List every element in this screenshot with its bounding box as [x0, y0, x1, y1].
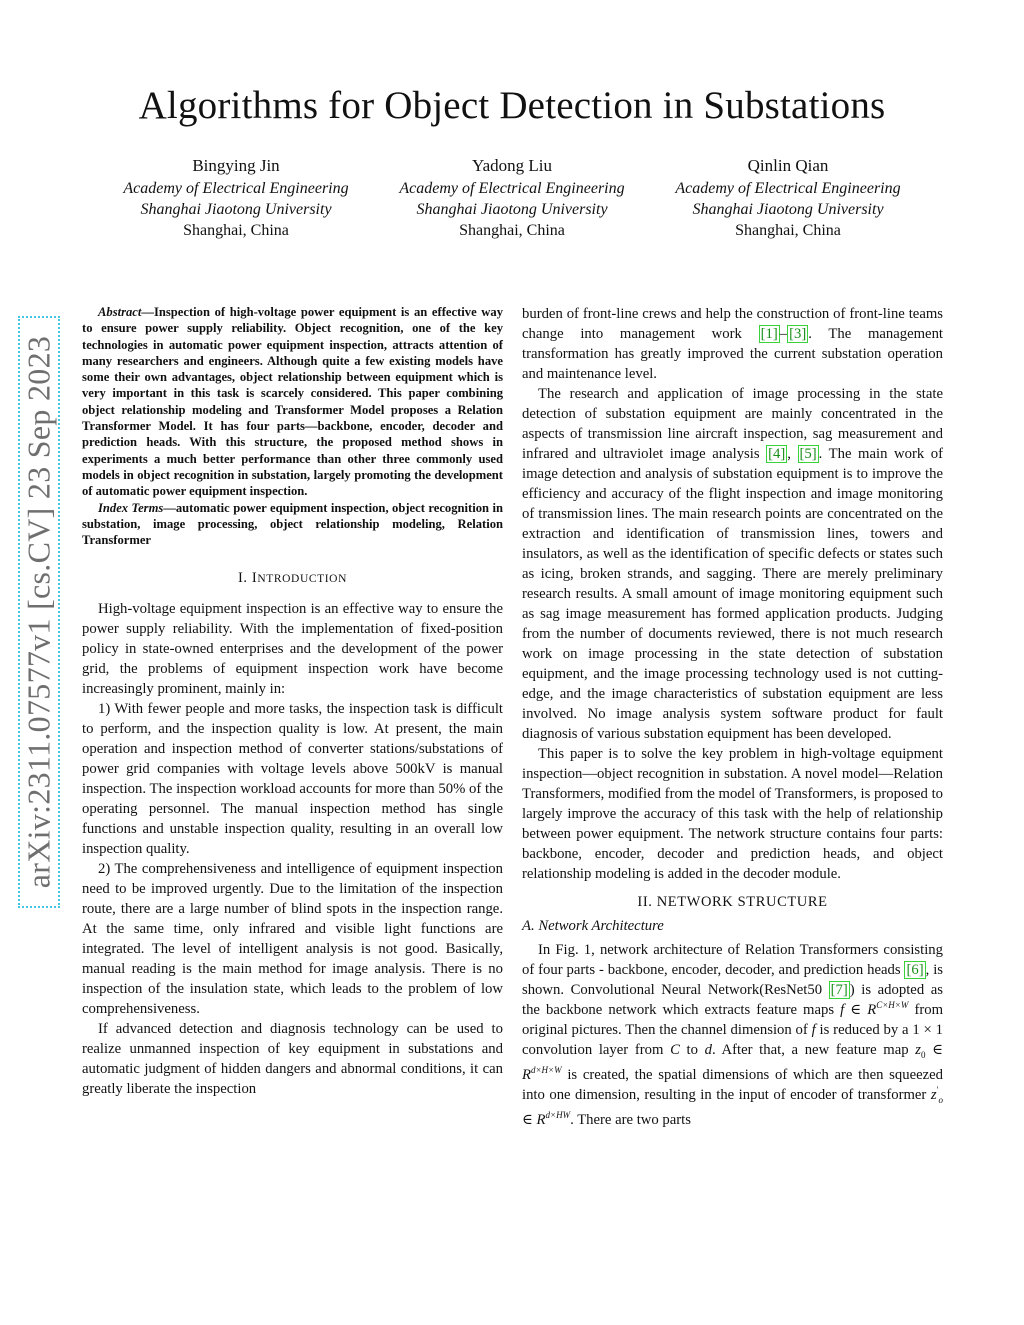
author-location: Shanghai, China — [183, 222, 289, 239]
author-affiliation: Shanghai Jiaotong University — [140, 201, 332, 218]
citation-link[interactable]: [5] — [799, 446, 817, 462]
abstract-label: Abstract — [98, 305, 142, 319]
abstract-text: —Inspection of high-voltage power equipment is an effective way to ensure power supply reliability. Object recognition, one of the key technologies in automatic power equipment inspection, attracts attention of many researchers and engineers. Although quite a few existing models have some their own advantages, object relationship between equipment which is very important in this task is scarcely considered. This paper combining object relationship modeling and Transformer Model proposes a Relation Transformer Model. It has four parts—backbone, encoder, decoder and prediction heads. With this structure, the proposed method shows in experiments a much better performance than other three commonly used models in object recognition in substation, largely promoting the development of automatic power equipment inspection. — [82, 305, 503, 499]
author-block — [648, 154, 928, 241]
author-location: Shanghai, China — [735, 222, 841, 239]
math-f: f — [840, 1002, 845, 1018]
citation-link[interactable]: [7] — [830, 982, 848, 998]
right-column — [522, 304, 943, 1130]
paper-title: Algorithms for Object Detection in Substations — [138, 84, 886, 127]
citation-link[interactable]: [3] — [789, 326, 807, 342]
author-affiliation: Academy of Electrical Engineering — [123, 180, 349, 197]
subsection-heading: A. Network Architecture — [522, 918, 664, 934]
index-terms-label: Index Terms — [98, 500, 164, 515]
body-paragraph: 2) The comprehensiveness and intelligence of equipment inspection need to be improved urgently. Due to the limitation of the inspection route, there are a large number of blind spots in the inspection range. At the same time, only infrared and visible light functions are integrated. The level of intelligent analysis is not good. Basically, manual reading is the main method for image analysis. There is no inspection of the insulation state, which leads to the problem of low comprehensiveness. — [82, 861, 503, 1018]
author-affiliation: Academy of Electrical Engineering — [399, 180, 625, 197]
body-paragraph: High-voltage equipment inspection is an effective way to ensure the power supply reliability. With the implementation of fixed-position policy in state-owned enterprises and the development of the power grid, the problems of equipment inspection work have become increasingly prominent, mainly in: — [82, 601, 503, 698]
author-name: Qinlin Qian — [747, 156, 829, 175]
index-terms-paragraph — [82, 500, 503, 549]
left-column — [82, 304, 503, 1099]
body-paragraph: In Fig. 1, network architecture of Relation Transformers consisting of four parts - backbone, encoder, decoder, and prediction heads [6] , is shown. Convolutional Neural Network(ResNet50 [7] ) is adopted as the backbone network which extracts feature maps f ∈ $R^{C\times H\times W}$ from original pictures. Then the channel dimension of f is reduced by a 1 × 1 convolution layer from C to d. After that, a new feature map $z_0$ ∈ $R^{d\times H\times W}$ is created, the spatial dimensions of which are then squeezed into one dimension, resulting in the input of encoder of transformer $z'_o$ ∈ $R^{d\times HW}$. There are two parts — [522, 942, 944, 1128]
citation-link[interactable]: [6] — [906, 962, 924, 978]
body-paragraph: The research and application of image processing in the state detection of substation equipment are mainly concentrated in the aspects of transmission line aircraft inspection, sag measurement and infrared and ultraviolet image analysis [4] , [5] . The main work of image detection and analysis of substation equipment is to improve the efficiency and accuracy of the flight inspection and image monitoring of transmission lines. The main research points are concentrated on the extraction and identification of transmission lines, towers and insulators, as well as the identification of specific defects or states such as icing, broken strands, and sagging. There are merely preliminary research results. A small amount of image monitoring equipment such as sag image measurement has formed application products. Judging from the number of documents reviewed, there is not much research work on image processing in the state detection of substation equipment, and the image processing technology used is not cutting-edge, and the image characteristics of substation equipment are less involved. No image analysis system software product for fault diagnosis of various substation equipment has been developed. — [522, 386, 943, 742]
author-name: Bingying Jin — [192, 156, 280, 175]
body-paragraph: 1) With fewer people and more tasks, the inspection task is difficult to perform, and the inspection quality is low. At present, the main operation and inspection method of converter stations/substations of power grid companies with voltage levels above 500kV is manual inspection. The inspection workload accounts for more than 50% of the operating personnel. The manual inspection method has single functions and unstable inspection quality, resulting in an overall low inspection quality. — [82, 701, 503, 858]
author-affiliation: Shanghai Jiaotong University — [416, 201, 608, 218]
author-block — [96, 154, 376, 241]
index-terms-text: —automatic power equipment inspection, object recognition in substation, image processing, object relationship modeling, Relation Transformer — [82, 500, 503, 548]
author-block — [372, 154, 652, 241]
section-heading-network-structure: II. NETWORK STRUCTURE — [637, 894, 828, 910]
author-affiliation: Shanghai Jiaotong University — [692, 201, 884, 218]
body-paragraph: This paper is to solve the key problem in high-voltage equipment inspection—object recognition in substation. A novel model—Relation Transformers, modified from the model of Transformers, is proposed to largely improve the accuracy of this task with the help of relationship between power equipment. The network structure contains four parts: backbone, encoder, decoder and prediction heads, and object relationship modeling is added in the decoder module. — [522, 746, 943, 882]
body-paragraph: If advanced detection and diagnosis technology can be used to realize unmanned inspection of key equipment in substations and automatic judgment of hidden dangers and abnormal conditions, it can greatly liberate the inspection — [82, 1021, 503, 1098]
section-heading-introduction: I. INTRODUCTION — [238, 570, 347, 587]
abstract — [82, 304, 503, 548]
arxiv-id: arXiv:2311.07577v1 [cs.CV] 23 Sep 2023 — [20, 335, 57, 889]
arxiv-stamp — [18, 316, 60, 908]
author-name: Yadong Liu — [472, 156, 552, 175]
author-location: Shanghai, China — [459, 222, 565, 239]
body-paragraph: burden of front-line crews and help the construction of front-line teams change into management work [1] – [3] . The management transformation has greatly improved the current substation operation and maintenance level. — [522, 306, 943, 382]
abstract-paragraph — [82, 304, 503, 500]
author-affiliation: Academy of Electrical Engineering — [675, 180, 901, 197]
citation-link[interactable]: [1] — [760, 326, 778, 342]
citation-link[interactable]: [4] — [768, 446, 786, 462]
